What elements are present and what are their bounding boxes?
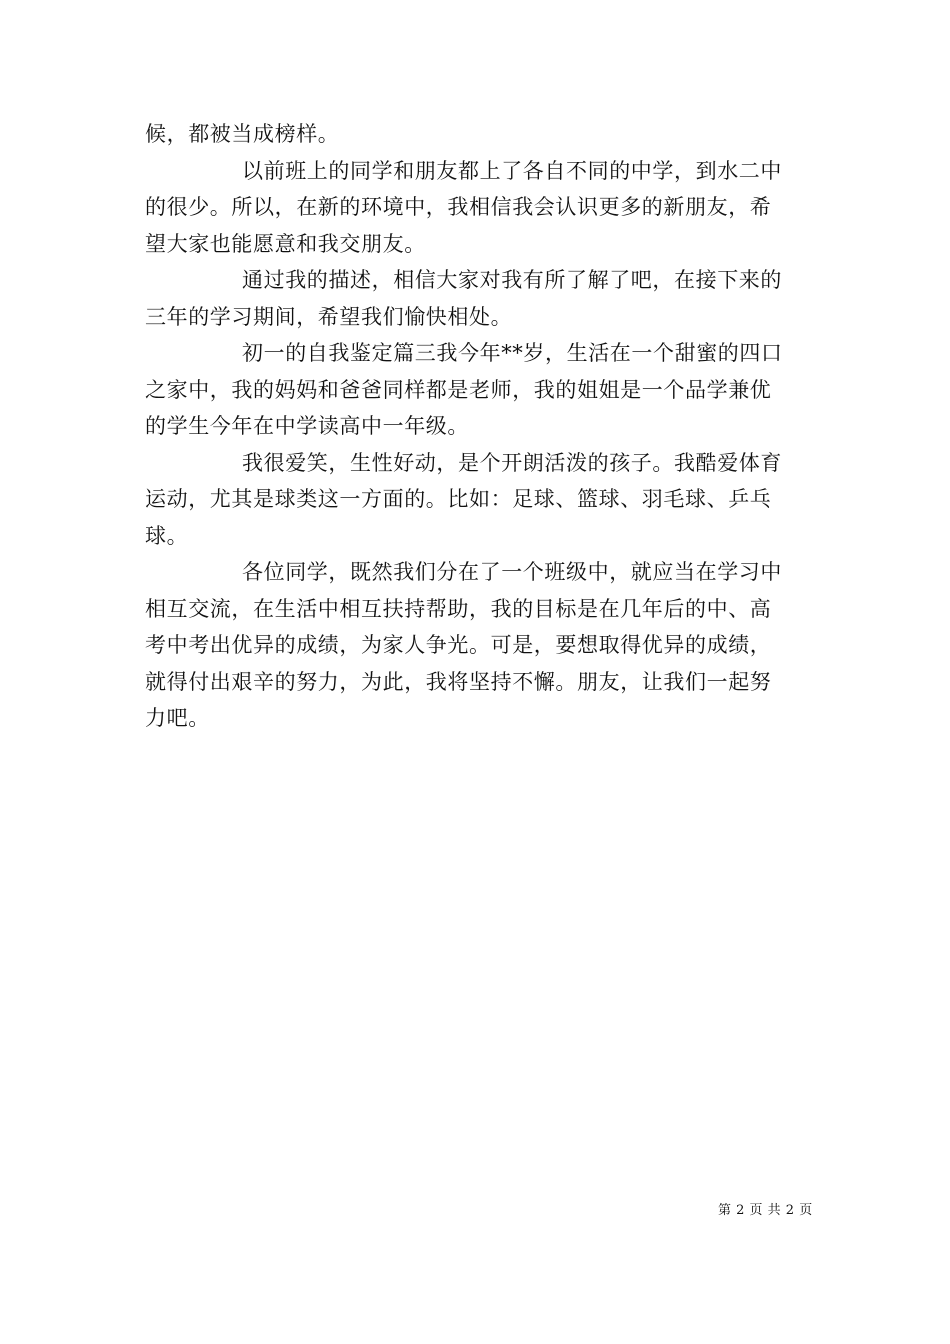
text-line: 三年的学习期间，希望我们愉快相处。 xyxy=(145,304,513,329)
text-line: 运动，尤其是球类这一方面的。比如：足球、篮球、羽毛球、乒乓 xyxy=(145,487,772,511)
text-line: 考中考出优异的成绩，为家人争光。可是，要想取得优异的成绩， xyxy=(145,633,772,657)
text-line: 望大家也能愿意和我交朋友。 xyxy=(145,231,426,256)
text-line: 之家中，我的妈妈和爸爸同样都是老师，我的姐姐是一个品学兼优 xyxy=(145,377,772,402)
text-line: 的学生今年在中学读高中一年级。 xyxy=(145,414,469,438)
page-number-footer: 第 2 页 共 2 页 xyxy=(718,1203,813,1218)
text-line: 通过我的描述，相信大家对我有所了解了吧，在接下来的 xyxy=(242,268,782,292)
text-line: 球。 xyxy=(145,523,189,548)
text-line: 初一的自我鉴定篇三我今年**岁，生活在一个甜蜜的四口 xyxy=(242,341,783,365)
document-body xyxy=(145,116,810,737)
text-line: 候，都被当成榜样。 xyxy=(145,122,340,146)
text-line: 相互交流，在生活中相互扶持帮助，我的目标是在几年后的中、高 xyxy=(145,596,772,621)
text-line: 我很爱笑，生性好动，是个开朗活泼的孩子。我酷爱体育 xyxy=(242,450,782,475)
text-line: 各位同学，既然我们分在了一个班级中，就应当在学习中 xyxy=(242,560,782,584)
text-line: 力吧。 xyxy=(145,706,210,730)
text-line: 就得付出艰辛的努力，为此，我将坚持不懈。朋友，让我们一起努 xyxy=(145,669,772,694)
text-line: 的很少。所以，在新的环境中，我相信我会认识更多的新朋友，希 xyxy=(145,195,772,219)
text-line: 以前班上的同学和朋友都上了各自不同的中学，到水二中 xyxy=(242,158,782,183)
